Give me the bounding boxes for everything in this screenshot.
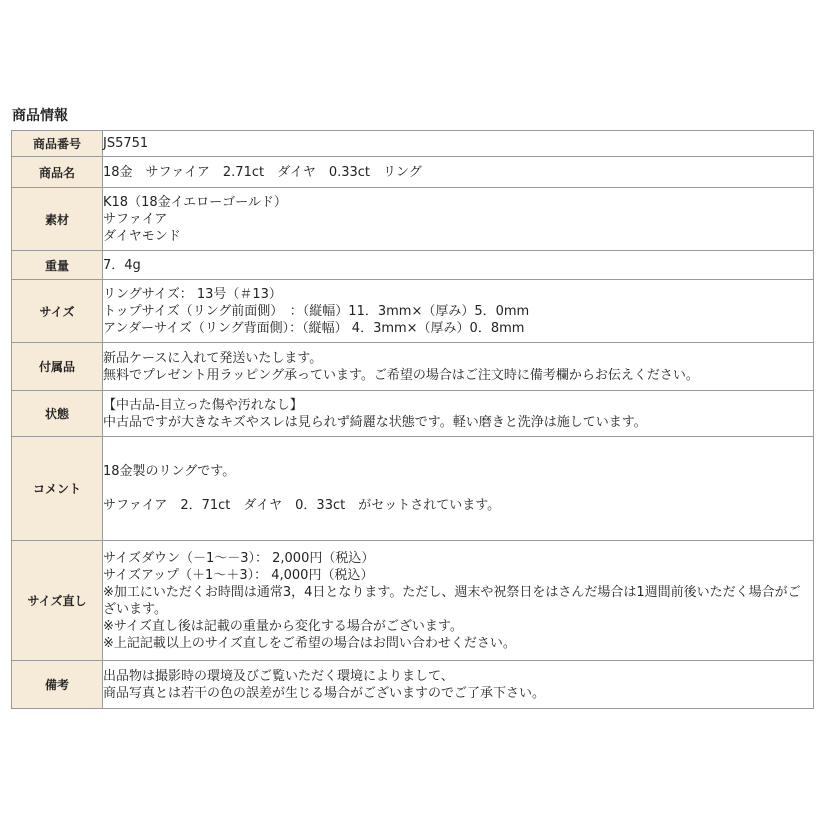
value-material: [103, 188, 814, 251]
label-resize: サイズ直し: [12, 541, 103, 661]
row-product-number: [12, 131, 814, 157]
material-line-1: K18（18金イエローゴールド）: [103, 194, 287, 210]
condition-line-2: 中古品ですが大きなキズやスレは見られず綺麗な状態です。軽い磨きと洗浄は施しています。: [103, 414, 647, 430]
material-line-3: ダイヤモンド: [103, 228, 181, 244]
value-notes: [103, 661, 814, 709]
label-product-number: 商品番号: [12, 131, 103, 157]
label-condition: 状態: [12, 391, 103, 437]
value-resize: [103, 541, 814, 661]
row-notes: [12, 661, 814, 709]
row-comment: [12, 437, 814, 541]
value-comment: [103, 437, 814, 541]
label-product-name: 商品名: [12, 157, 103, 188]
comment-line-2: サファイア 2．71ct ダイヤ 0．33ct がセットされています。: [103, 498, 501, 513]
row-product-name: [12, 157, 814, 188]
label-comment: コメント: [12, 437, 103, 541]
label-accessories: 付属品: [12, 343, 103, 391]
size-line-2: トップサイズ（リング前面側） ：（縦幅）11．3mm×（厚み）5．0mm: [103, 303, 530, 319]
value-weight: [103, 251, 814, 280]
row-material: [12, 188, 814, 251]
accessories-line-1: 新品ケースに入れて発送いたします。: [103, 350, 323, 366]
product-number: JS5751: [103, 136, 149, 151]
accessories-line-2: 無料でプレゼント用ラッピング承っています。ご希望の場合はご注文時に備考欄からお伝えください。: [103, 367, 699, 383]
row-weight: [12, 251, 814, 280]
row-resize: [12, 541, 814, 661]
value-product-number: [103, 131, 814, 157]
comment-blank-line: [103, 480, 813, 497]
row-accessories: [12, 343, 814, 391]
value-product-name: [103, 157, 814, 188]
resize-line-3: ※加工にいただくお時間は通常3，4日となります。ただし、週末や祝祭日をはさんだ場合は1週間前後いただく場合がございます。: [103, 584, 801, 617]
resize-line-1: サイズダウン（－1～－3）： 2,000円（税込）: [103, 550, 375, 566]
row-size: [12, 280, 814, 343]
row-condition: [12, 391, 814, 437]
product-info-table: [11, 130, 814, 709]
product-name: 18金 サファイア 2.71ct ダイヤ 0.33ct リング: [103, 164, 422, 180]
label-weight: 重量: [12, 251, 103, 280]
label-notes: 備考: [12, 661, 103, 709]
value-condition: [103, 391, 814, 437]
comment-line-1: 18金製のリングです。: [103, 464, 236, 479]
value-size: [103, 280, 814, 343]
material-line-2: サファイア: [103, 211, 168, 227]
resize-line-5: ※上記記載以上のサイズ直しをご希望の場合はお問い合わせください。: [103, 635, 516, 651]
value-accessories: [103, 343, 814, 391]
label-material: 素材: [12, 188, 103, 251]
weight: 7．4g: [103, 257, 141, 273]
notes-line-2: 商品写真とは若干の色の誤差が生じる場合がございますのでご了承下さい。: [103, 685, 546, 701]
notes-line-1: 出品物は撮影時の環境及びご覧いただく環境によりまして、: [103, 668, 454, 684]
section-title: 商品情報: [12, 108, 68, 124]
size-line-3: アンダーサイズ（リング背面側）：（縦幅） 4．3mm×（厚み）0．8mm: [103, 320, 525, 336]
resize-line-4: ※サイズ直し後は記載の重量から変化する場合がございます。: [103, 618, 463, 634]
label-size: サイズ: [12, 280, 103, 343]
condition-line-1: 【中古品-目立った傷や汚れなし】: [103, 397, 303, 413]
size-line-1: リングサイズ： 13号（＃13）: [103, 286, 282, 302]
product-info-section: [11, 107, 814, 709]
resize-line-2: サイズアップ（＋1～＋3）： 4,000円（税込）: [103, 567, 374, 583]
